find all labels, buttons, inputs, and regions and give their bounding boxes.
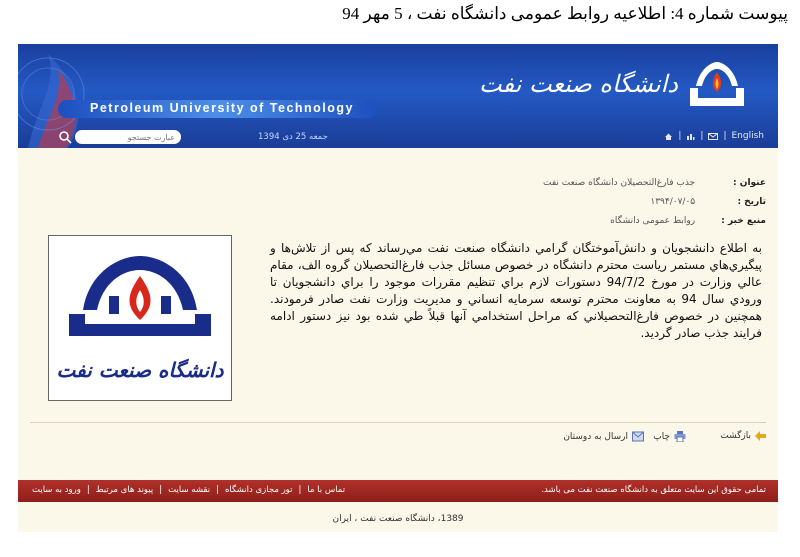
separator: | [723,131,727,141]
current-date: جمعه 25 دی 1394 [258,132,328,142]
send-label: ارسال به دوستان [563,431,628,442]
print-button[interactable] [653,431,686,442]
copyright: 1389، دانشگاه صنعت نفت ، ایران [332,514,464,524]
separator: | [298,485,302,495]
site-name-english: Petroleum University of Technology [90,101,355,115]
news-title-row [543,178,766,188]
document-caption: پیوست شماره 4: اطلاعیه روابط عمومی دانشگاه نفت ، 5 مهر 94 [342,4,788,23]
news-title-value: جذب فارغ‌التحصیلان دانشگاه صنعت نفت [542,178,696,188]
separator: | [700,131,704,141]
site-footer [18,480,778,502]
divider [30,422,766,423]
separator: | [678,131,682,141]
footer-link-login[interactable]: ورود به سایت [32,485,81,495]
footer-link-related[interactable]: پیوند های مرتبط [95,485,154,495]
news-date-row [650,197,766,207]
site-header [18,44,778,148]
university-logo-panel [48,235,232,401]
top-links [664,131,764,141]
university-logo-icon [686,58,748,110]
search-icon[interactable] [58,130,72,144]
news-title-label: عنوان : [733,178,766,188]
separator: | [159,485,163,495]
english-link[interactable]: English [731,131,764,141]
back-button[interactable] [720,431,766,441]
separator: | [86,485,90,495]
separator: | [216,485,219,495]
sitemap-icon[interactable] [686,132,695,141]
send-icon [632,431,644,442]
home-icon[interactable] [664,132,673,141]
footer-link-virtual-tour[interactable]: تور مجازی دانشگاه [224,485,293,495]
news-body: به اطلاع دانشجويان و دانش‌آموختگان گرامي دانشگاه صنعت نفت مي‌رساند كه پس از تلاش‌ها و پيگيري‌هاي مستمر رياست محترم دانشگاه در خصوص مسائل جذب فارغ‌التحصيلان گروه الف، مقام عالي وزارت در مورخ 94/7/2 دستورات لازم براي تنظيم مقررات موجود را براي دانشجويان تا ورودي سال 94 به معاونت محترم توسعه سرمايه انساني و مديريت وزارت نفت صادر فرمودند. همچنين در خصوص فارغ‌التحصيلاني كه مراحل استخدامي آنها قبلاً طي شده بود نيز دستور ادامه فرايند جذب صادر گرديد. [270,241,762,340]
site-name-persian: دانشگاه صنعت نفت [479,70,678,98]
printer-icon [674,431,686,442]
send-to-friends-button[interactable] [563,431,644,442]
back-arrow-icon [755,431,766,441]
news-source-row [610,216,766,226]
news-date-label: تاریخ : [737,197,766,207]
mail-icon[interactable] [708,132,718,141]
footer-link-sitemap[interactable]: نقشه سایت [168,485,211,495]
news-date-value: ۱۳۹۴/۰۷/۰۵ [650,197,696,207]
news-source-value: روابط عمومی دانشگاه [610,216,696,226]
footer-links [32,485,345,495]
back-label: بازگشت [720,431,751,441]
site-frame [18,44,778,532]
footer-rights: تمامی حقوق این سایت متعلق به دانشگاه صنعت نفت می باشد. [541,485,766,495]
logo-caption: دانشگاه صنعت نفت [56,358,224,382]
search-input[interactable] [75,130,181,144]
print-label: چاپ [653,431,670,442]
news-source-label: منبع خبر : [721,216,766,226]
footer-link-contact[interactable]: تماس با ما [307,485,346,495]
